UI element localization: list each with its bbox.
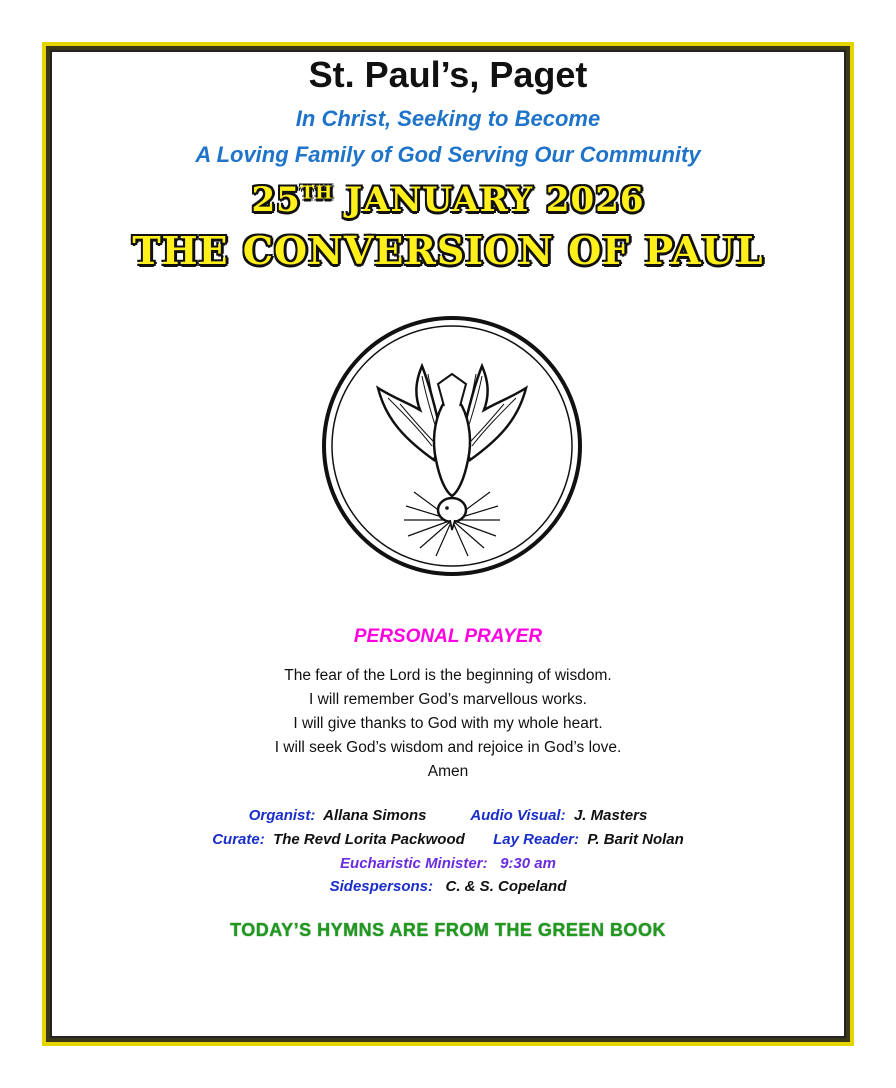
prayer-heading: PERSONAL PRAYER <box>353 626 543 647</box>
page-border <box>42 42 854 1046</box>
lay-reader-label: Lay Reader: <box>493 831 580 848</box>
dove-emblem-icon <box>316 310 588 582</box>
roles-row-3 <box>52 852 844 876</box>
prayer-line: I will seek God’s wisdom and rejoice in God’s love. <box>274 739 622 756</box>
hymns-notice: TODAY’S HYMNS ARE FROM THE GREEN BOOK <box>230 920 666 940</box>
sidespersons-label: Sidespersons: <box>329 878 433 895</box>
prayer-amen: Amen <box>427 763 469 780</box>
prayer-line: The fear of the Lord is the beginning of wisdom. <box>284 667 612 684</box>
eucharistic-minister-label: Eucharistic Minister: <box>340 855 488 872</box>
curate-value: The Revd Lorita Packwood <box>273 831 465 848</box>
eucharistic-minister-value: 9:30 am <box>500 855 556 872</box>
service-date <box>52 180 844 220</box>
page-content <box>50 50 846 1038</box>
roles-row-2 <box>52 828 844 852</box>
lay-reader-value: P. Barit Nolan <box>587 831 684 848</box>
date-day: 25 <box>251 180 301 220</box>
feast-title: THE CONVERSION OF PAUL <box>132 228 764 273</box>
audio-visual-value: J. Masters <box>573 807 648 824</box>
prayer-line: I will give thanks to God with my whole heart. <box>293 715 603 732</box>
church-title: St. Paul’s, Paget <box>308 54 588 95</box>
tagline-line-2: A Loving Family of God Serving Our Community <box>195 142 701 167</box>
organist-value: Allana Simons <box>323 807 427 824</box>
organist-label: Organist: <box>248 807 316 824</box>
roles-row-1 <box>52 804 844 828</box>
audio-visual-label: Audio Visual: <box>470 807 566 824</box>
prayer-text <box>52 664 844 784</box>
roles-row-4 <box>52 875 844 899</box>
date-month-year: JANUARY 2026 <box>346 180 645 220</box>
date-suffix: TH <box>300 182 334 204</box>
tagline-line-1: In Christ, Seeking to Become <box>295 106 601 131</box>
curate-label: Curate: <box>212 831 265 848</box>
sidespersons-value: C. & S. Copeland <box>445 878 567 895</box>
prayer-line: I will remember God’s marvellous works. <box>309 691 587 708</box>
